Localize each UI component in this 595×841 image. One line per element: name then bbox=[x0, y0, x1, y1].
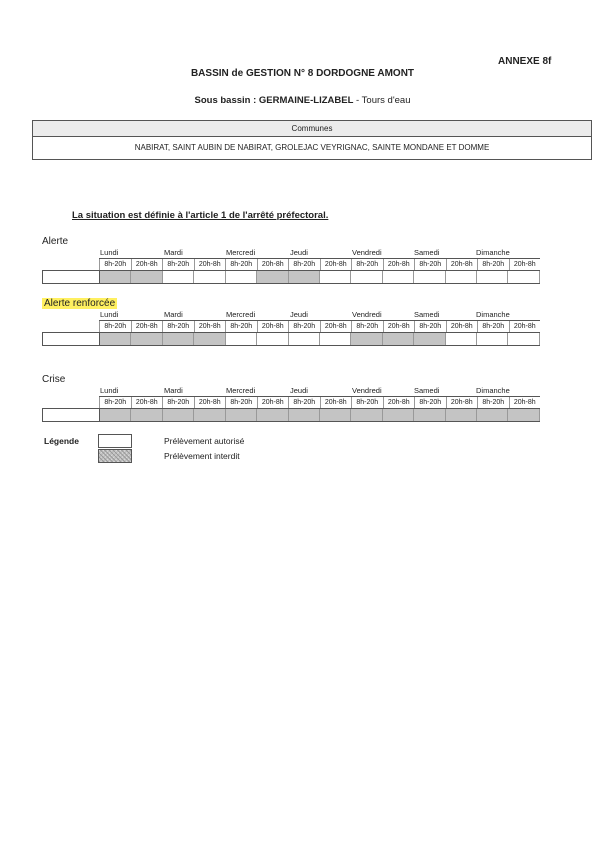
day-label: Samedi bbox=[414, 386, 440, 395]
day-header-row bbox=[100, 248, 540, 258]
day-label: Lundi bbox=[100, 386, 119, 395]
day-label: Vendredi bbox=[352, 248, 382, 257]
time-slot-label: 20h-8h bbox=[509, 397, 541, 408]
schedule-grid bbox=[42, 396, 540, 422]
day-label: Dimanche bbox=[476, 248, 510, 257]
day-label: Lundi bbox=[100, 310, 119, 319]
status-cell-forbidden bbox=[131, 333, 162, 345]
schedule-grid bbox=[42, 320, 540, 346]
status-cell-forbidden bbox=[289, 271, 320, 283]
status-cell-forbidden bbox=[226, 409, 257, 421]
time-slot-row bbox=[99, 258, 540, 270]
time-slot-label: 8h-20h bbox=[351, 397, 383, 408]
subtitle-suffix: - Tours d'eau bbox=[353, 95, 411, 106]
day-label: Dimanche bbox=[476, 310, 510, 319]
status-cell-allowed bbox=[508, 333, 539, 345]
status-row bbox=[42, 332, 540, 346]
time-slot-label: 8h-20h bbox=[225, 397, 257, 408]
time-slot-label: 8h-20h bbox=[225, 321, 257, 332]
time-slot-label: 20h-8h bbox=[131, 259, 163, 270]
time-slot-label: 20h-8h bbox=[383, 321, 415, 332]
status-cell-forbidden bbox=[383, 333, 414, 345]
status-cell-allowed bbox=[289, 333, 320, 345]
level-title bbox=[42, 298, 117, 309]
situation-note: La situation est définie à l'article 1 de l'arrêté préfectoral. bbox=[72, 210, 329, 221]
time-slot-label: 8h-20h bbox=[351, 321, 383, 332]
time-slot-label: 8h-20h bbox=[288, 259, 320, 270]
day-label: Lundi bbox=[100, 248, 119, 257]
level-title-text: Alerte bbox=[42, 236, 69, 247]
time-slot-label: 20h-8h bbox=[383, 397, 415, 408]
time-slot-label: 8h-20h bbox=[414, 321, 446, 332]
status-cell-allowed bbox=[446, 333, 477, 345]
time-slot-row bbox=[99, 320, 540, 332]
status-row bbox=[42, 408, 540, 422]
time-slot-label: 8h-20h bbox=[288, 397, 320, 408]
status-cell-forbidden bbox=[414, 333, 445, 345]
status-cell-forbidden bbox=[351, 409, 382, 421]
day-label: Mardi bbox=[164, 386, 183, 395]
status-cell-forbidden bbox=[446, 409, 477, 421]
time-slot-label: 8h-20h bbox=[414, 397, 446, 408]
status-cell-forbidden bbox=[100, 271, 131, 283]
communes-heading: Communes bbox=[33, 121, 591, 137]
status-cell-forbidden bbox=[383, 409, 414, 421]
page-subtitle bbox=[0, 95, 595, 106]
status-cell-forbidden bbox=[100, 333, 131, 345]
time-slot-label: 20h-8h bbox=[509, 321, 541, 332]
day-label: Jeudi bbox=[290, 248, 308, 257]
status-cell-forbidden bbox=[100, 409, 131, 421]
time-slot-label: 20h-8h bbox=[320, 397, 352, 408]
status-cell-forbidden bbox=[351, 333, 382, 345]
status-cell-forbidden bbox=[194, 409, 225, 421]
status-cell-forbidden bbox=[131, 271, 162, 283]
status-cell-allowed bbox=[351, 271, 382, 283]
day-label: Mardi bbox=[164, 310, 183, 319]
annex-number: ANNEXE 8f bbox=[498, 56, 552, 67]
communes-table bbox=[32, 120, 592, 160]
day-label: Mercredi bbox=[226, 386, 256, 395]
status-cell-allowed bbox=[383, 271, 414, 283]
time-slot-label: 20h-8h bbox=[320, 321, 352, 332]
level-title-text: Alerte renforcée bbox=[44, 298, 116, 309]
status-cell-forbidden bbox=[131, 409, 162, 421]
time-slot-label: 20h-8h bbox=[131, 321, 163, 332]
time-slot-label: 20h-8h bbox=[194, 397, 226, 408]
time-slot-label: 8h-20h bbox=[477, 259, 509, 270]
day-label: Jeudi bbox=[290, 310, 308, 319]
status-cell-allowed bbox=[194, 271, 225, 283]
status-cell-forbidden bbox=[477, 409, 508, 421]
day-label: Jeudi bbox=[290, 386, 308, 395]
time-slot-label: 8h-20h bbox=[288, 321, 320, 332]
status-cell-forbidden bbox=[163, 409, 194, 421]
status-cell-forbidden bbox=[320, 409, 351, 421]
time-slot-label: 8h-20h bbox=[162, 397, 194, 408]
status-cell-allowed bbox=[226, 333, 257, 345]
time-slot-label: 8h-20h bbox=[99, 397, 131, 408]
time-slot-label: 20h-8h bbox=[320, 259, 352, 270]
level-title-text: Crise bbox=[42, 374, 66, 385]
status-cell-forbidden bbox=[257, 271, 288, 283]
day-header-row bbox=[100, 386, 540, 396]
subtitle-prefix: Sous bassin : bbox=[194, 95, 259, 106]
time-slot-label: 8h-20h bbox=[99, 259, 131, 270]
status-cell-allowed bbox=[477, 333, 508, 345]
status-cell-forbidden bbox=[289, 409, 320, 421]
time-slot-label: 8h-20h bbox=[225, 259, 257, 270]
page-title: BASSIN de GESTION N° 8 DORDOGNE AMONT bbox=[190, 68, 415, 79]
status-cell-allowed bbox=[163, 271, 194, 283]
status-cell-allowed bbox=[477, 271, 508, 283]
status-cell-forbidden bbox=[194, 333, 225, 345]
communes-list: NABIRAT, SAINT AUBIN DE NABIRAT, GROLEJAC VEYRIGNAC, SAINTE MONDANE ET DOMME bbox=[134, 143, 490, 152]
status-row-lead bbox=[43, 271, 100, 283]
level-title bbox=[42, 236, 68, 247]
time-slot-label: 20h-8h bbox=[446, 259, 478, 270]
time-slot-label: 8h-20h bbox=[162, 321, 194, 332]
time-slot-label: 20h-8h bbox=[383, 259, 415, 270]
legend-allowed-swatch bbox=[98, 434, 132, 448]
day-label: Dimanche bbox=[476, 386, 510, 395]
status-cell-allowed bbox=[508, 271, 539, 283]
status-cell-allowed bbox=[414, 271, 445, 283]
time-slot-label: 20h-8h bbox=[131, 397, 163, 408]
status-cell-allowed bbox=[446, 271, 477, 283]
status-cell-forbidden bbox=[257, 409, 288, 421]
status-cell-allowed bbox=[226, 271, 257, 283]
time-slot-label: 20h-8h bbox=[257, 397, 289, 408]
day-label: Samedi bbox=[414, 310, 440, 319]
status-row-lead bbox=[43, 409, 100, 421]
status-row bbox=[42, 270, 540, 284]
time-slot-label: 20h-8h bbox=[446, 397, 478, 408]
day-label: Mercredi bbox=[226, 310, 256, 319]
time-slot-label: 8h-20h bbox=[477, 397, 509, 408]
time-slot-label: 20h-8h bbox=[194, 321, 226, 332]
day-header-row bbox=[100, 310, 540, 320]
status-cell-forbidden bbox=[508, 409, 539, 421]
time-slot-label: 8h-20h bbox=[477, 321, 509, 332]
time-slot-label: 20h-8h bbox=[257, 259, 289, 270]
level-title bbox=[42, 374, 65, 385]
status-cell-allowed bbox=[320, 271, 351, 283]
status-row-lead bbox=[43, 333, 100, 345]
time-slot-label: 8h-20h bbox=[99, 321, 131, 332]
time-slot-label: 8h-20h bbox=[351, 259, 383, 270]
time-slot-row bbox=[99, 396, 540, 408]
day-label: Vendredi bbox=[352, 310, 382, 319]
legend-label: Légende bbox=[44, 436, 79, 446]
subtitle-basin-name: GERMAINE-LIZABEL bbox=[258, 95, 354, 106]
status-cell-forbidden bbox=[163, 333, 194, 345]
legend-allowed-text: Prélèvement autorisé bbox=[164, 436, 245, 446]
schedule-grid bbox=[42, 258, 540, 284]
legend-forbidden-swatch bbox=[98, 449, 132, 463]
day-label: Samedi bbox=[414, 248, 440, 257]
status-cell-allowed bbox=[257, 333, 288, 345]
time-slot-label: 20h-8h bbox=[257, 321, 289, 332]
time-slot-label: 8h-20h bbox=[414, 259, 446, 270]
time-slot-label: 8h-20h bbox=[162, 259, 194, 270]
day-label: Vendredi bbox=[352, 386, 382, 395]
status-cell-forbidden bbox=[414, 409, 445, 421]
time-slot-label: 20h-8h bbox=[446, 321, 478, 332]
status-cell-allowed bbox=[320, 333, 351, 345]
day-label: Mardi bbox=[164, 248, 183, 257]
day-label: Mercredi bbox=[226, 248, 256, 257]
time-slot-label: 20h-8h bbox=[509, 259, 541, 270]
time-slot-label: 20h-8h bbox=[194, 259, 226, 270]
legend-forbidden-text: Prélèvement interdit bbox=[164, 451, 240, 461]
